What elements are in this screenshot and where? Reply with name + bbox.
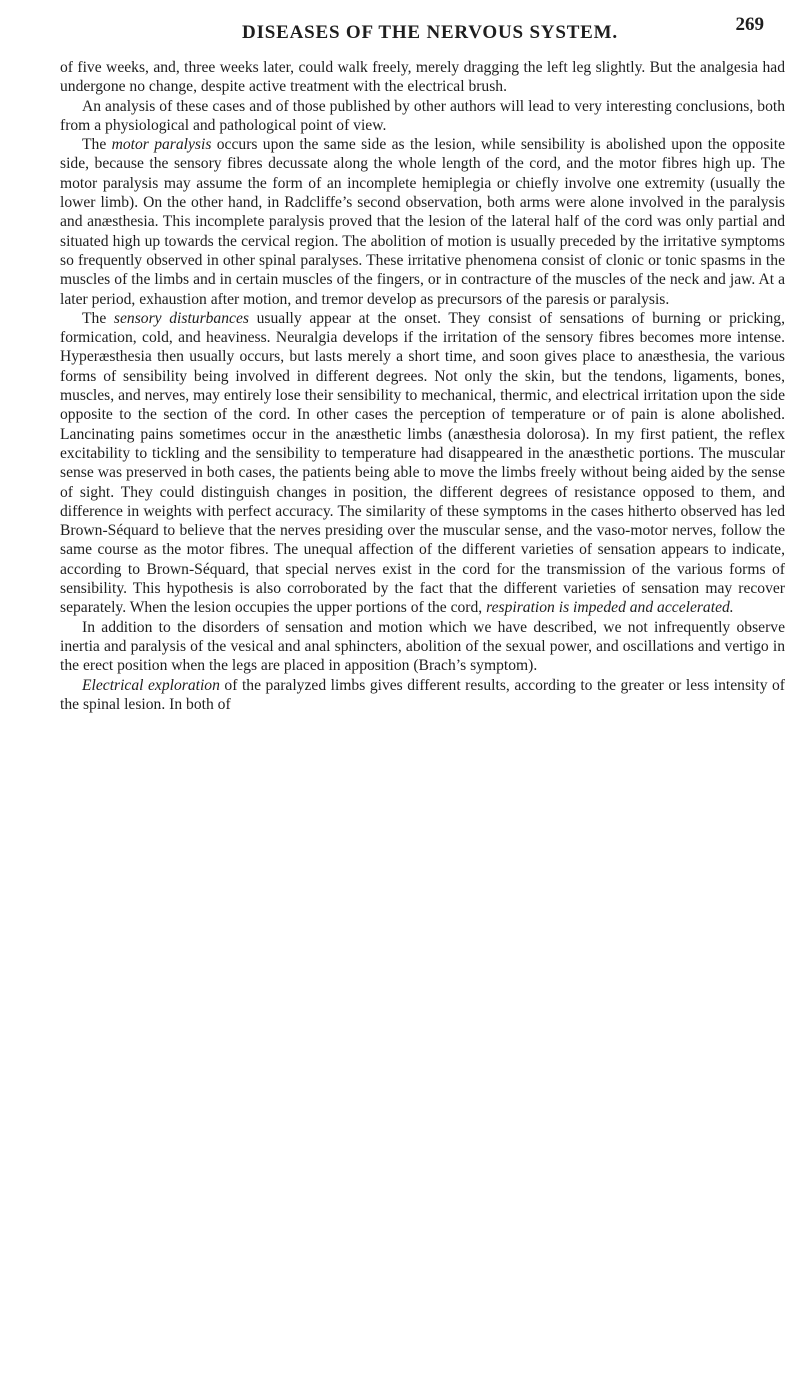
- italic-term-sensory-disturbances: sensory disturbances: [113, 309, 249, 327]
- text-run: usually appear at the onset. They consist of sensations of burning or pricking, formication, cold, and heaviness. Neuralgia develops if the irritation of the sensory fibres becomes more intense. Hyperæsthesia then usually occurs, but lasts merely a short time, and soon gives place to anæsthesia, the various forms of sensibility being involved in different degrees. Not only the skin, but the tendons, ligaments, bones, muscles, and nerves, may entirely lose their sensibility to mechanical, thermic, and electrical irritation upon the side opposite to the section of the cord. In other cases the perception of temperature or of pain is alone abolished. Lancinating pains sometimes occur in the anæsthetic limbs (anæsthesia dolorosa). In my first patient, the reflex excitability to tickling and the sensibility to temperature had disappeared in the anæsthetic portions. The muscular sense was preserved in both cases, the patients being able to move the limbs freely without being aided by the sense of sight. They could distinguish changes in position, the different degrees of resistance opposed to them, and difference in weights with perfect accuracy. The similarity of these symptoms in the cases hitherto observed has led Brown-Séquard to believe that the nerves presiding over the muscular sense, and the vaso-motor nerves, follow the same course as the motor fibres. The unequal affection of the different varieties of sensation appears to indicate, according to Brown-Séquard, that special nerves exist in the cord for the transmission of the various forms of sensibility. This hypothesis is also corroborated by the fact that the different varieties of sensation may recover separately. When the lesion occupies the upper portions of the cord,: [60, 309, 785, 617]
- page-number: 269: [735, 14, 764, 35]
- paragraph-sphincters: [60, 618, 785, 676]
- running-head: [60, 14, 800, 54]
- paragraph-motor-paralysis: [60, 135, 785, 309]
- italic-term-motor-paralysis: motor paralysis: [111, 136, 212, 154]
- paragraph-continuation: [60, 58, 785, 97]
- text-run: occurs upon the same side as the lesion, while sensibility is abolished upon the opposite side, because the sensory fibres decussate along the whole length of the cord, and the motor fibres high up. The motor paralysis may assume the form of an incomplete hemiplegia or chiefly involve one extremity (usually the lower limb). On the other hand, in Radcliffe’s second observation, both arms were alone involved in the paralysis and anæsthesia. This incomplete paralysis proved that the lesion of the lateral half of the cord was only partial and situated high up towards the cervical region. The abolition of motion is usually preceded by the irritative symptoms so frequently observed in other spinal paralyses. These irritative phenomena consist of clonic or tonic spasms in the muscles of the limbs and in certain muscles of the fingers, or in contracture of the muscles of the neck and jaw. At a later period, exhaustion after motion, and tremor develop as precursors of the paresis or paralysis.: [60, 136, 785, 308]
- text-run: of five weeks, and, three weeks later, could walk freely, merely dragging the left leg slightly. But the analgesia had undergone no change, despite active treatment with the electrical brush.: [60, 59, 785, 96]
- text-run: In addition to the disorders of sensation and motion which we have described, we not infrequently observe inertia and paralysis of the vesical and anal sphincters, abolition of the sexual power, and oscillations and vertigo in the erect position when the legs are placed in apposition (Brach’s symptom).: [60, 618, 785, 675]
- paragraph-sensory-disturbances: [60, 309, 785, 618]
- text-run: An analysis of these cases and of those published by other authors will lead to very interesting conclusions, both from a physiological and pathological point of view.: [60, 97, 785, 134]
- paragraph-electrical-exploration: [60, 676, 785, 715]
- running-title: DISEASES OF THE NERVOUS SYSTEM.: [242, 22, 618, 43]
- text-run: The: [82, 309, 114, 327]
- body-text: [60, 58, 785, 714]
- italic-term-electrical-exploration: Electrical exploration: [82, 676, 220, 694]
- paragraph-analysis: [60, 97, 785, 136]
- text-run: of the paralyzed limbs gives different results, according to the greater or less intensity of the spinal lesion. In both of: [60, 676, 785, 713]
- text-run: The: [82, 136, 112, 154]
- italic-term-respiration: respiration is impeded and accelerated.: [486, 599, 734, 617]
